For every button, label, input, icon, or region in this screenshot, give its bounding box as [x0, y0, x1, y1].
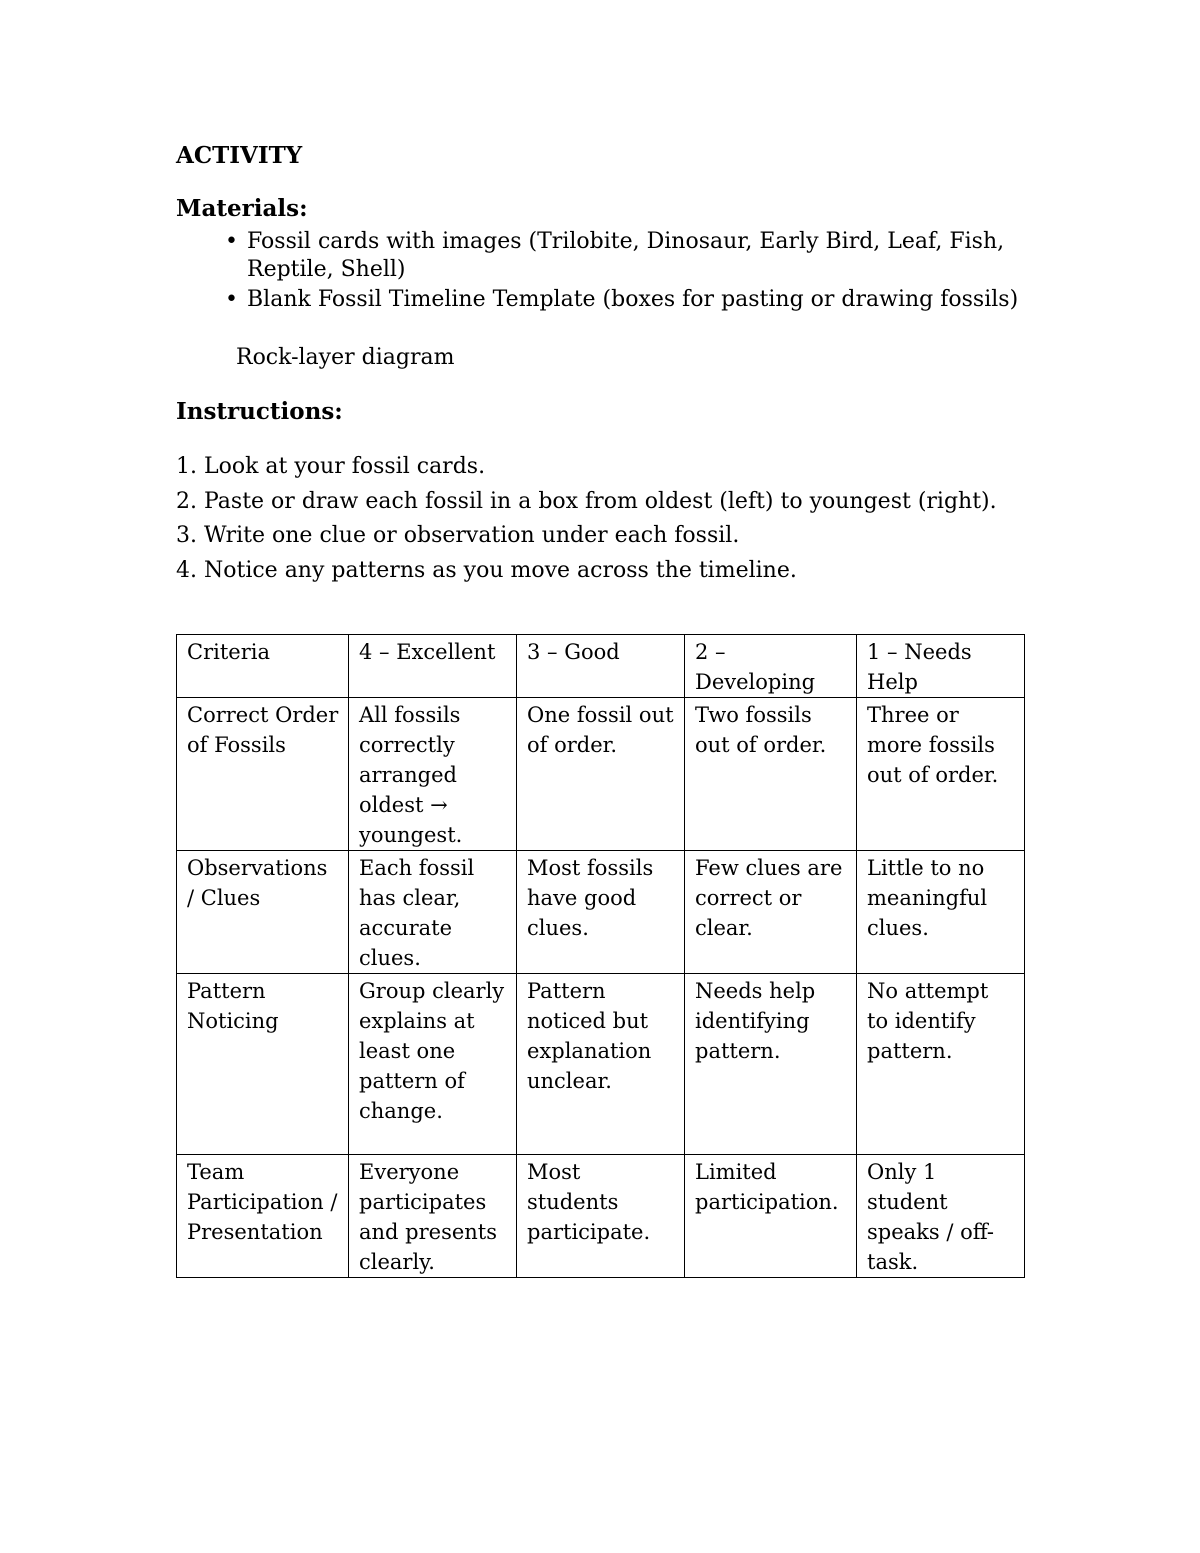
header-cell-excellent: 4 – Excellent: [349, 635, 517, 698]
materials-item: [225, 228, 1037, 284]
materials-extra-line: Rock-layer diagram: [236, 345, 455, 370]
instructions-list: [176, 450, 1076, 588]
table-row: [177, 974, 1025, 1155]
criteria-cell: Observations / Clues: [177, 851, 349, 974]
instruction-step: 4. Notice any patterns as you move across the timeline.: [176, 557, 797, 583]
instruction-step: 3. Write one clue or observation under each fossil.: [176, 523, 740, 548]
table-cell: Limited participation.: [685, 1155, 857, 1278]
materials-list: [225, 228, 1037, 316]
criteria-cell: Team Participation / Presentation: [177, 1155, 349, 1278]
bullet-icon: •: [225, 229, 238, 254]
criteria-cell: Correct Order of Fossils: [177, 698, 349, 851]
header-cell-developing: 2 – Developing: [685, 635, 857, 698]
rubric-table: [176, 634, 1025, 1278]
instruction-step: 1. Look at your fossil cards.: [176, 454, 486, 479]
table-cell: No attempt to identify pattern.: [857, 974, 1025, 1155]
header-cell-criteria: Criteria: [177, 635, 349, 698]
table-cell: Little to no meaningful clues.: [857, 851, 1025, 974]
table-row: [177, 698, 1025, 851]
table-cell: All fossils correctly arranged oldest → youngest.: [349, 698, 517, 851]
table-row: [177, 1155, 1025, 1278]
table-cell: Needs help identifying pattern.: [685, 974, 857, 1155]
materials-item-text: Fossil cards with images (Trilobite, Dinosaur, Early Bird, Leaf, Fish, Reptile, Shell): [247, 229, 1005, 282]
table-cell: Everyone participates and presents clearly.: [349, 1155, 517, 1278]
table-cell: Pattern noticed but explanation unclear.: [517, 974, 685, 1155]
instructions-heading: Instructions:: [176, 398, 343, 425]
table-cell: Only 1 student speaks / off-task.: [857, 1155, 1025, 1278]
table-cell: Most fossils have good clues.: [517, 851, 685, 974]
criteria-cell: Pattern Noticing: [177, 974, 349, 1155]
table-cell: One fossil out of order.: [517, 698, 685, 851]
table-cell: Group clearly explains at least one pattern of change.: [349, 974, 517, 1155]
rubric-header-row: [177, 635, 1025, 698]
table-cell: Two fossils out of order.: [685, 698, 857, 851]
header-cell-needs-help: 1 – Needs Help: [857, 635, 1025, 698]
table-cell: Few clues are correct or clear.: [685, 851, 857, 974]
materials-item: [225, 286, 1037, 314]
materials-heading: Materials:: [176, 195, 308, 222]
table-cell: Most students participate.: [517, 1155, 685, 1278]
materials-item-text: Blank Fossil Timeline Template (boxes for pasting or drawing fossils): [247, 287, 1019, 312]
instruction-step: 2. Paste or draw each fossil in a box from oldest (left) to youngest (right).: [176, 488, 997, 514]
activity-title: ACTIVITY: [176, 142, 303, 169]
header-cell-good: 3 – Good: [517, 635, 685, 698]
bullet-icon: •: [225, 287, 238, 312]
table-cell: Each fossil has clear, accurate clues.: [349, 851, 517, 974]
table-row: [177, 851, 1025, 974]
table-cell: Three or more fossils out of order.: [857, 698, 1025, 851]
